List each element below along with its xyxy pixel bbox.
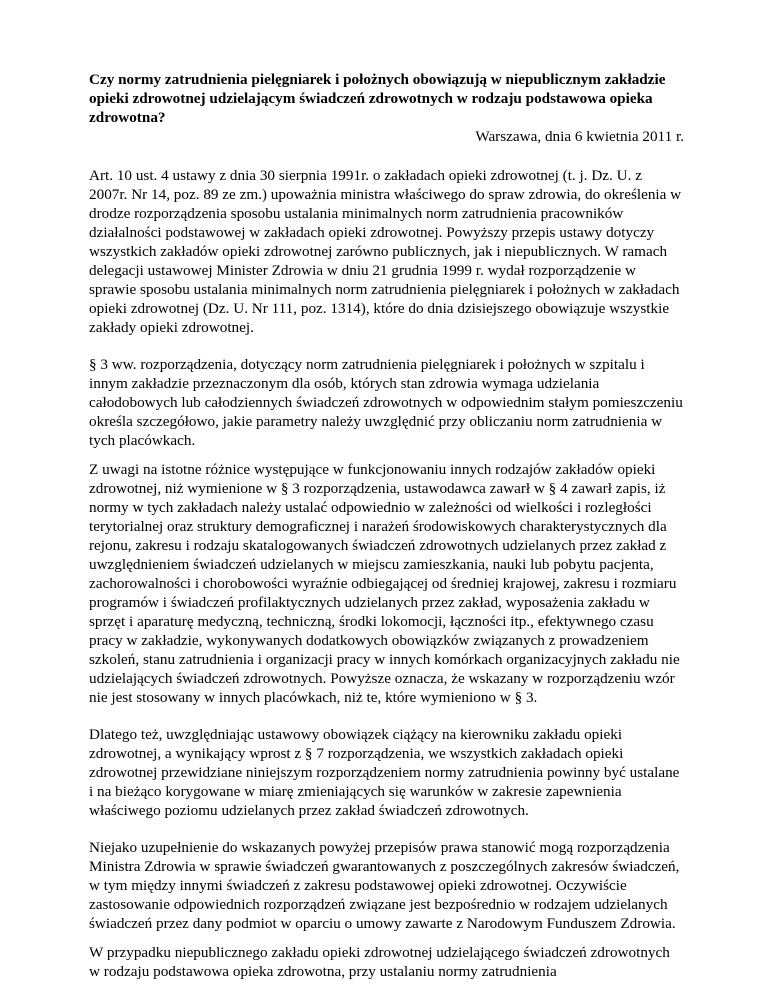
- document-title: Czy normy zatrudnienia pielęgniarek i położnych obowiązują w niepublicznym zakładzie opieki zdrowotnej udzielającym świadczeń zdrowotnych w rodzaju podstawowa opieka zdrowotna?: [89, 71, 666, 126]
- paragraph-par-7: Dlatego też, uwzględniając ustawowy obowiązek ciążący na kierowniku zakładu opieki zdrowotnej, a wynikający wprost z § 7 rozporządzenia, we wszystkich zakładach opieki zdrowotnej przewidziane niniejszym rozporządzeniem normy zatrudnienia powinny być ustalane i na bieżąco korygowane w miarę zmieniających się warunków w zakresie zapewnienia właściwego poziomu udzielanych przez zakład świadczeń zdrowotnych.: [89, 726, 680, 819]
- document-date: Warszawa, dnia 6 kwietnia 2011 r.: [475, 128, 684, 145]
- paragraph-par-3: § 3 ww. rozporządzenia, dotyczący norm zatrudnienia pielęgniarek i położnych w szpitalu i innym zakładzie przeznaczonym dla osób, których stan zdrowia wymaga udzielania całodobowych lub całodziennych świadczeń zdrowotnych w odpowiednim stałym pomieszczeniu określa szczegółowo, jakie parametry należy uwzględnić przy obliczaniu norm zatrudnienia w tych placówkach.: [89, 356, 683, 449]
- paragraph-poz: W przypadku niepublicznego zakładu opieki zdrowotnej udzielającego świadczeń zdrowotnych w rodzaju podstawowa opieka zdrowotna, przy ustalaniu normy zatrudnienia: [89, 944, 670, 980]
- paragraph-par-4: Z uwagi na istotne różnice występujące w funkcjonowaniu innych rodzajów zakładów opieki zdrowotnej, niż wymienione w § 3 rozporządzenia, ustawodawca zawarł w § 4 zawarł zapis, iż normy w tych zakładach należy ustalać odpowiednio w zależności od wielkości i rozległości terytorialnej oraz struktury demograficznej i narażeń środowiskowych charakterystycznych dla rejonu, zakresu i rodzaju skatalogowanych świadczeń zdrowotnych udzielanych przez zakład z uwzględnieniem świadczeń udzielanych w miejscu zamieszkania, nauki lub pobytu pacjenta, zachorowalności i chorobowości wyraźnie odbiegającej od średniej krajowej, zakresu i rozmiaru programów i świadczeń profilaktycznych udzielanych przez zakład, wyposażenia zakładu w sprzęt i aparaturę medyczną, techniczną, środki lokomocji, łączności itp., efektywnego czasu pracy w zakładzie, wykonywanych dodatkowych obowiązków związanych z prowadzeniem szkoleń, stanu zatrudnienia i organizacji pracy w innych komórkach organizacyjnych zakładu nie udzielających świadczeń zdrowotnych. Powyższe oznacza, że wskazany w rozporządzeniu wzór nie jest stosowany w innych placówkach, niż te, które wymieniono w § 3.: [89, 461, 680, 706]
- paragraph-supplement: Niejako uzupełnienie do wskazanych powyżej przepisów prawa stanowić mogą rozporządzenia Ministra Zdrowia w sprawie świadczeń gwarantowanych z poszczególnych zakresów świadczeń, w tym między innymi świadczeń z zakresu podstawowej opieki zdrowotnej. Oczywiście zastosowanie odpowiednich rozporządzeń związane jest bezpośrednio w rodzajem udzielanych świadczeń przez dany podmiot w oparciu o umowy zawarte z Narodowym Funduszem Zdrowia.: [89, 839, 680, 932]
- paragraph-art-10: Art. 10 ust. 4 ustawy z dnia 30 sierpnia 1991r. o zakładach opieki zdrowotnej (t. j. Dz. U. z 2007r. Nr 14, poz. 89 ze zm.) upoważnia ministra właściwego do spraw zdrowia, do określenia w drodze rozporządzenia sposobu ustalania minimalnych norm zatrudnienia pracowników działalności podstawowej w zakładach opieki zdrowotnej. Powyższy przepis ustawy dotyczy wszystkich zakładów opieki zdrowotnej zarówno publicznych, jak i niepublicznych. W ramach delegacji ustawowej Minister Zdrowia w dniu 21 grudnia 1999 r. wydał rozporządzenie w sprawie sposobu ustalania minimalnych norm zatrudnienia pielęgniarek i położnych w zakładach opieki zdrowotnej (Dz. U. Nr 111, poz. 1314), które do dnia dzisiejszego obowiązuje wszystkie zakłady opieki zdrowotnej.: [89, 167, 682, 336]
